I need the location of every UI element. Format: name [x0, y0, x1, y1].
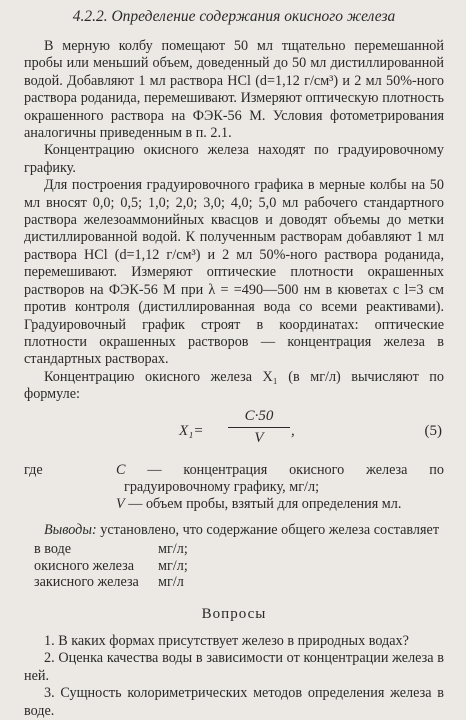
- variable-definitions: [24, 462, 444, 514]
- question-item: 2. Оценка качества воды в зависимости от концентрации железа в ней.: [24, 650, 444, 684]
- formula-intro-paragraph: Концентрацию окисного железа X₁ (в мг/л) вычисляют по формуле:: [24, 368, 444, 403]
- calibration-paragraph: Для построения градуировочного графика в мерные колбы на 50 мл вносят 0,0; 0,5; 1,0; 2,0; 3,0; 4,0; 5,0 мл рабочего стандартного раствора железоаммонийных квасцов и доводят объемы до метки дистиллированной водой. К полученным растворам добавляют 1 мл раствора HCl (d=1,12 г/см³) и 2 мл 50%-ного раствора роданида, перемешивают. Измеряют оптические плотности окрашенных растворов на ФЭК-56 М при λ = =490—500 нм в кюветах с l=3 см против контроля (дистиллированная вода со всеми реактивами). Градуировочный график строят в координатах: оптические плотности окрашенных растворов — концентрация железа в стандартных растворах.: [24, 177, 444, 368]
- symbol-c: C: [116, 461, 126, 478]
- formula-numerator: C·50: [228, 408, 290, 428]
- formula-denominator: V: [254, 429, 264, 446]
- formula-lhs: X₁=: [179, 422, 204, 439]
- result-name: в воде: [34, 541, 72, 558]
- definition-c: [24, 462, 444, 497]
- formula-number: (5): [424, 422, 442, 439]
- conclusions-paragraph: [24, 522, 444, 539]
- definition-v: [24, 496, 444, 513]
- result-name: закисного железа: [34, 574, 139, 591]
- results-list: [24, 541, 444, 591]
- procedure-paragraph: В мерную колбу помещают 50 мл тщательно перемешанной пробы или меньший объем, доведенный до 50 мл дистиллированной водой. Добавляют 1 мл раствора HCl (d=1,12 г/см³) и 2 мл 50%-ного раствора роданида, перемешивают. Измеряют оптическую плотность окрашенного раствора на ФЭК-56 М. Условия фотометрирования аналогичны приведенным в п. 2.1.: [24, 38, 444, 142]
- formula-fraction: [228, 408, 290, 447]
- question-item: 3. Сущность колориметрических методов определения железа в воде.: [24, 685, 444, 719]
- definition-c-text: — концентрация окисного железа по градуировочному графику, мг/л;: [124, 461, 444, 495]
- where-word: где: [24, 461, 43, 478]
- questions-heading: Вопросы: [201, 605, 267, 622]
- result-unit: мг/л: [158, 574, 184, 591]
- formula-5: [24, 408, 444, 456]
- conclusions-text: установлено, что содержание общего железа составляет: [100, 521, 440, 538]
- formula-comma: ,: [291, 422, 295, 439]
- definition-v-text: — объем пробы, взятый для определения мл.: [128, 496, 402, 513]
- result-unit: мг/л;: [158, 541, 188, 558]
- result-row: [24, 541, 444, 558]
- result-row: [24, 558, 444, 575]
- result-row: [24, 574, 444, 591]
- result-unit: мг/л;: [158, 557, 188, 574]
- section-heading: 4.2.2. Определение содержания окисного железа: [72, 8, 396, 25]
- result-name: окисного железа: [34, 557, 135, 574]
- question-item: 1. В каких формах присутствует железо в природных водах?: [44, 632, 409, 649]
- symbol-v: V: [116, 496, 125, 513]
- conclusions-label: Выводы:: [44, 521, 97, 538]
- concentration-paragraph: Концентрацию окисного железа находят по градуировочному графику.: [24, 142, 444, 176]
